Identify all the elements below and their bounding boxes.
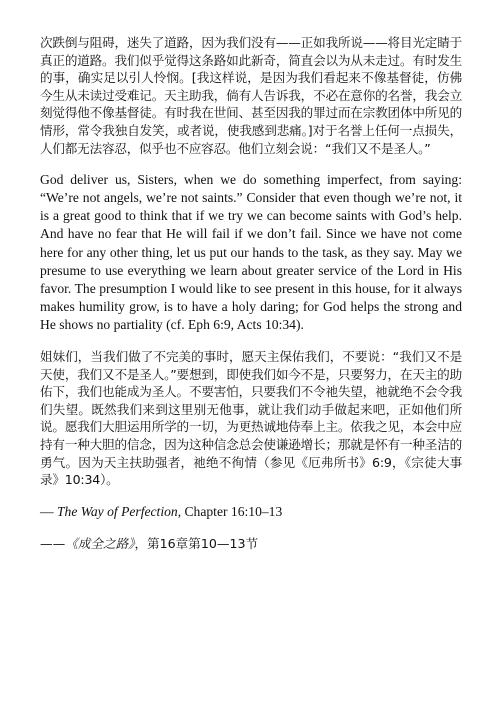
chinese-intro-paragraph: 次跌倒与阻碍，迷失了道路，因为我们没有——正如我所说——将目光定睛于真正的道路。我们似乎觉得这条路如此新奇，简直会以为从未走过。有时发生的事，确实足以引人怜悯。[我这样说，是因为我们看起来不像基督徒，仿佛今生从未读过受难记。天主助我，倘有人告诉我，不必在意你的名誉，我会立刻觉得他不像基督徒。有时我在世间、甚至因我的罪过而在宗教团体中所见的情形，常令我独自发笑，或者说，使我感到悲痛。]对于名誉上任何一点损失，人们都无法容忍，似乎也不应容忍。他们立刻会说：“我们又不是圣人。” xyxy=(40,35,462,156)
chinese-source-citation xyxy=(40,535,462,553)
english-quote-paragraph: God deliver us, Sisters, when we do something imperfect, from saying: “We’re not angels, we’re not saints.” Consider that even though we’re not, it is a great good to think that if we try we can become saints with God’s help. And have no fear that He will fail if we don’t fail. Since we have not come here for any other thing, let us put our hands to the task, as they say. May we presume to use everything we learn about greater service of the Lord in His favor. The presumption I would like to see present in this house, for it always makes humility grow, is to have a holy daring; for God helps the strong and He shows no partiality (cf. Eph 6:9, Acts 10:34). xyxy=(40,172,462,332)
english-source-title: The Way of Perfection xyxy=(57,503,178,519)
chinese-source-chapter: ，第16章第10—13节 xyxy=(134,535,259,551)
chinese-translation-paragraph: 姐妹们，当我们做了不完美的事时，愿天主保佑我们，不要说：“我们又不是天使，我们又不是圣人。”要想到，即使我们如今不是，只要努力，在天主的助佑下，我们也能成为圣人。不要害怕，只要我们不令祂失望，祂就绝不会令我们失望。既然我们来到这里别无他事，就让我们动手做起来吧，正如他们所说。愿我们大胆运用所学的一切，为更热诚地侍奉上主。依我之见，本会中应持有一种大胆的信念，因为这种信念总会使谦逊增长；那就是怀有一种圣洁的勇气。因为天主扶助强者，祂绝不徇情（参见《厄弗所书》6:9，《宗徒大事录》10:34）。 xyxy=(40,349,462,488)
english-source-prefix: — xyxy=(40,503,57,519)
document-page xyxy=(40,34,462,553)
english-source-citation xyxy=(40,503,462,521)
chinese-source-title: 《成全之路》 xyxy=(65,535,135,551)
english-source-chapter: , Chapter 16:10–13 xyxy=(177,503,283,519)
chinese-source-prefix: —— xyxy=(40,535,66,551)
